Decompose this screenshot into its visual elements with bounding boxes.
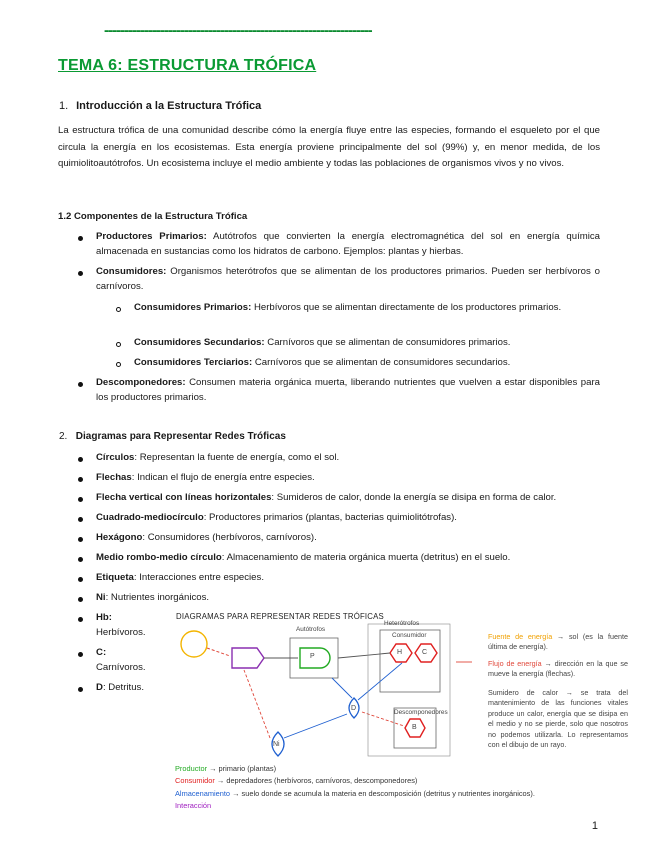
bullet-icon — [78, 597, 83, 602]
bullet-icon — [78, 517, 83, 522]
section-1-heading — [59, 100, 261, 112]
list-item: C: Carnívoros. — [96, 647, 146, 673]
flow-arrow — [207, 648, 230, 656]
list-item: Círculos: Representan la fuente de energía, como el sol. — [96, 452, 340, 463]
legend-interaction: Interacción — [175, 801, 212, 810]
node-b: B — [412, 724, 417, 731]
sub-bullet-icon — [116, 342, 121, 347]
node-ni: Ni — [273, 741, 280, 748]
legend-producer: Productor → primario (plantas) — [175, 764, 277, 773]
section-2-heading — [59, 431, 286, 442]
producer-icon — [300, 648, 330, 668]
header-rule: ------------------------------------------------------------------- — [104, 22, 372, 39]
legend-energy-source: Fuente de energía → sol (es la fuente última de energía). — [488, 632, 628, 652]
list-item: Productores Primarios: Autótrofos que convierten la energía electromagnética del sol en energía química almacenada en sustancias como los hidratos de carbono. Ejemplos: plantas y hierbas. — [96, 231, 600, 257]
section-1-title: Introducción a la Estructura Trófica — [76, 100, 262, 112]
autotrophs-label: Autótrofos — [296, 626, 326, 633]
bullet-icon — [78, 477, 83, 482]
legend-storage: Almacenamiento → suelo donde se acumula la materia en descomposición (detritus y nutrientes inorgánicos). — [175, 789, 535, 798]
section-1-number: 1. — [59, 100, 69, 112]
list-item: Medio rombo-medio círculo: Almacenamiento de materia orgánica muerta (detritus) en el suelo. — [96, 552, 511, 563]
legend-energy-flow: Flujo de energía → dirección en la que se mueve la energía (flechas). — [488, 659, 628, 679]
bullet-icon — [78, 557, 83, 562]
energy-source-icon — [181, 631, 207, 657]
list-item: Consumidores: Organismos heterótrofos que se alimentan de los productores primarios. Pueden ser herbívoros o carnívoros. — [96, 266, 600, 292]
sub-bullet-icon — [116, 362, 121, 367]
node-h: H — [397, 649, 403, 656]
list-item: Consumidores Secundarios: Carnívoros que se alimentan de consumidores primarios. — [134, 337, 511, 348]
node-p: P — [310, 653, 315, 660]
decomposers-label: Descomponedores — [394, 709, 448, 716]
list-item: Flechas: Indican el flujo de energía entre especies. — [96, 472, 315, 483]
figure-title: DIAGRAMAS PARA REPRESENTAR REDES TRÓFICAS — [176, 612, 384, 621]
flow-arrow — [338, 653, 390, 658]
bullet-icon — [78, 271, 83, 276]
flow-arrow — [244, 670, 270, 738]
bullet-icon — [78, 382, 83, 387]
list-item: Etiqueta: Interacciones entre especies. — [96, 572, 264, 583]
list-item: Hb: Herbívoros. — [96, 612, 146, 638]
sub-bullet-icon — [116, 307, 121, 312]
bullet-icon — [78, 617, 83, 622]
section-1-2-heading: 1.2 Componentes de la Estructura Trófica — [58, 211, 248, 222]
bullet-icon — [78, 577, 83, 582]
list-item: Ni: Nutrientes inorgánicos. — [96, 592, 210, 603]
section-2-title: Diagramas para Representar Redes Tróficas — [75, 431, 286, 442]
list-item: Flecha vertical con líneas horizontales: Sumideros de calor, donde la energía se disipa en forma de calor. — [96, 492, 557, 503]
list-item: Cuadrado-mediocírculo: Productores primarios (plantas, bacterias quimiolitótrofas). — [96, 512, 457, 523]
page-title: TEMA 6: ESTRUCTURA TRÓFICA — [58, 57, 317, 74]
consumer-label: Consumidor — [392, 632, 427, 639]
list-item: Consumidores Terciarios: Carnívoros que se alimentan de consumidores secundarios. — [134, 357, 511, 368]
section-2-number: 2. — [59, 431, 68, 442]
page-number: 1 — [591, 820, 598, 832]
bullet-icon — [78, 537, 83, 542]
list-item: Hexágono: Consumidores (herbívoros, carnívoros). — [96, 532, 317, 543]
node-c: C — [422, 649, 428, 656]
bullet-icon — [78, 457, 83, 462]
bullet-icon — [78, 687, 83, 692]
node-d: D — [351, 705, 357, 712]
bullet-icon — [78, 236, 83, 241]
legend-consumer: Consumidor → depredadores (herbívoros, carnívoros, descomponedores) — [175, 776, 418, 785]
flow-arrow — [284, 714, 347, 738]
bullet-icon — [78, 497, 83, 502]
storage-shape-icon — [232, 648, 264, 668]
list-item: D: Detritus. — [96, 682, 144, 693]
list-item: Consumidores Primarios: Herbívoros que se alimentan directamente de los productores primarios. — [134, 302, 562, 313]
flow-arrow — [332, 678, 352, 698]
list-item: Descomponedores: Consumen materia orgánica muerta, liberando nutrientes que vuelven a estar disponibles para los productores primarios. — [96, 377, 600, 403]
section-1-paragraph: La estructura trófica de una comunidad describe cómo la energía fluye entre las especies, formando el esqueleto por el que circula la energía en los ecosistemas. Esta energía proviene principalmente del sol (99%) y, en menor medida, de los quimiolitoautótrofos. Un ecosistema incluye el medio ambiente y todas las poblaciones de organismos vivos y no vivos. — [58, 125, 600, 169]
bullet-icon — [78, 652, 83, 657]
legend-heat-sink: Sumidero de calor → se trata del mantenimiento de las funciones vitales produce un calor, energía que se disipa en el medio y no se pierde, solo que nosotros no podemos utilizarla. Lo representamos con el dibujo de un rayo. — [488, 688, 628, 750]
heterotrophs-label: Heterótrofos — [384, 620, 420, 627]
